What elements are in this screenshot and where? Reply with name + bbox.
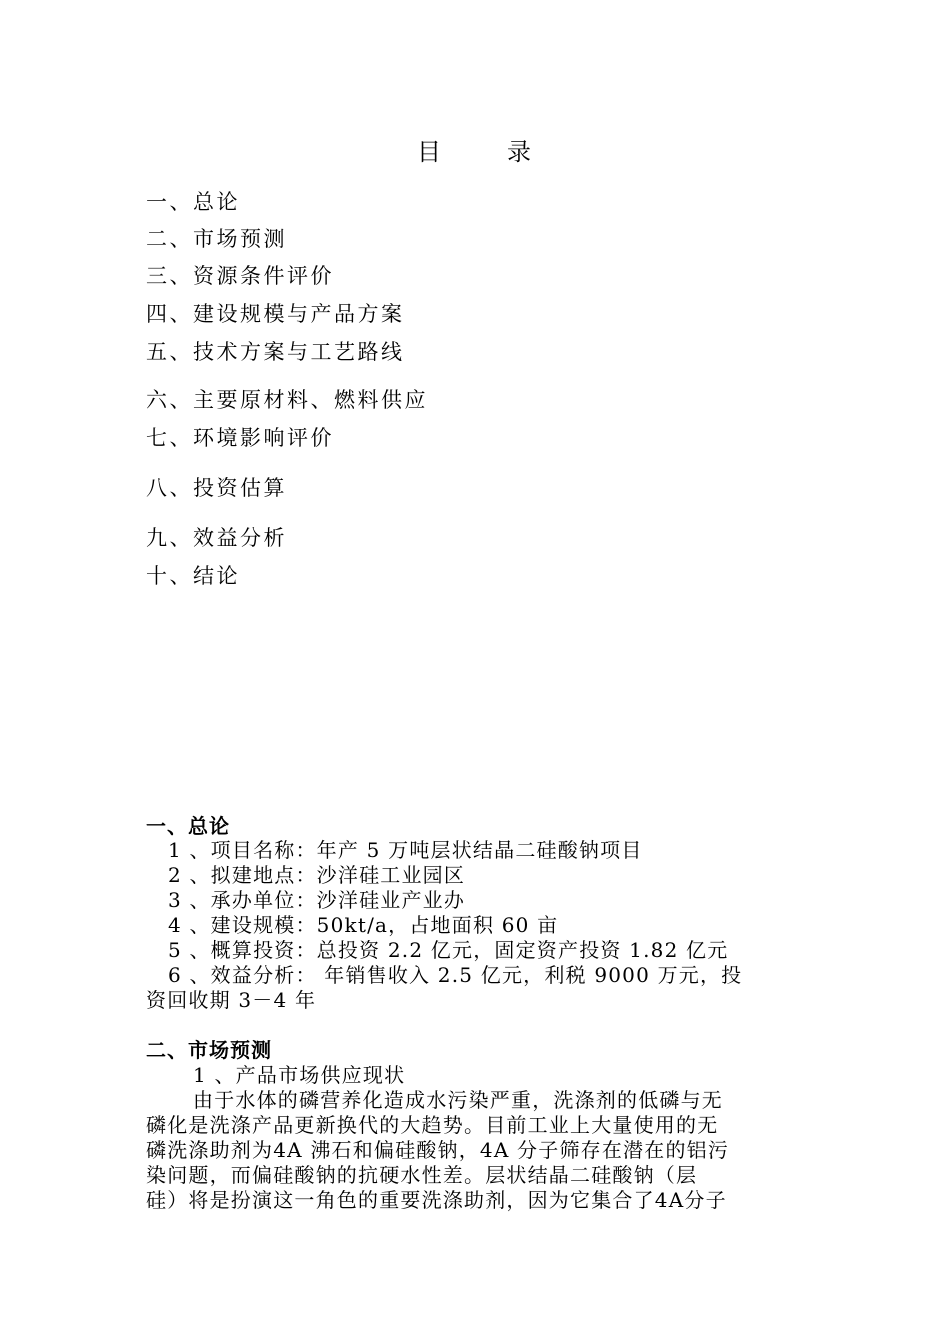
- toc-item: 六、主要原材料、燃料供应: [146, 388, 428, 412]
- summary-line: 6 、效益分析： 年销售收入 2.5 亿元，利税 9000 万元，投: [168, 963, 743, 987]
- paragraph-line: 磷化是洗涤产品更新换代的大趋势。目前工业上大量使用的无: [146, 1113, 719, 1137]
- paragraph-line: 染问题，而偏硅酸钠的抗硬水性差。层状结晶二硅酸钠（层: [146, 1163, 698, 1187]
- summary-line: 资回收期 3－4 年: [146, 988, 317, 1012]
- paragraph-line: 硅）将是扮演这一角色的重要洗涤助剂，因为它集合了4A分子: [146, 1188, 727, 1212]
- subsection-heading: 1 、产品市场供应现状: [193, 1063, 406, 1087]
- toc-item: 五、技术方案与工艺路线: [146, 340, 405, 364]
- toc-item: 一、总论: [146, 190, 240, 214]
- toc-item: 十、结论: [146, 564, 240, 588]
- section-heading-general: 一、总论: [146, 814, 230, 838]
- toc-title-right: 录: [507, 138, 533, 166]
- summary-line: 1 、项目名称：年产 5 万吨层状结晶二硅酸钠项目: [168, 838, 643, 862]
- toc-item: 九、效益分析: [146, 526, 287, 550]
- summary-line: 2 、拟建地点：沙洋硅工业园区: [168, 863, 466, 887]
- paragraph-line: 磷洗涤助剂为4A 沸石和偏硅酸钠，4A 分子筛存在潜在的铝污: [146, 1138, 730, 1162]
- toc-item: 二、市场预测: [146, 227, 287, 251]
- summary-line: 4 、建设规模：50kt/a，占地面积 60 亩: [168, 913, 559, 937]
- toc-title: [0, 132, 950, 167]
- toc-item: 四、建设规模与产品方案: [146, 302, 405, 326]
- toc-title-left: 目: [417, 138, 443, 166]
- summary-line: 5 、概算投资：总投资 2.2 亿元，固定资产投资 1.82 亿元: [168, 938, 729, 962]
- toc-item: 三、资源条件评价: [146, 264, 334, 288]
- toc-item: 七、环境影响评价: [146, 426, 334, 450]
- summary-line: 3 、承办单位：沙洋硅业产业办: [168, 888, 466, 912]
- toc-item: 八、投资估算: [146, 476, 287, 500]
- section-heading-market: 二、市场预测: [146, 1038, 272, 1062]
- paragraph-line: 由于水体的磷营养化造成水污染严重，洗涤剂的低磷与无: [193, 1088, 723, 1112]
